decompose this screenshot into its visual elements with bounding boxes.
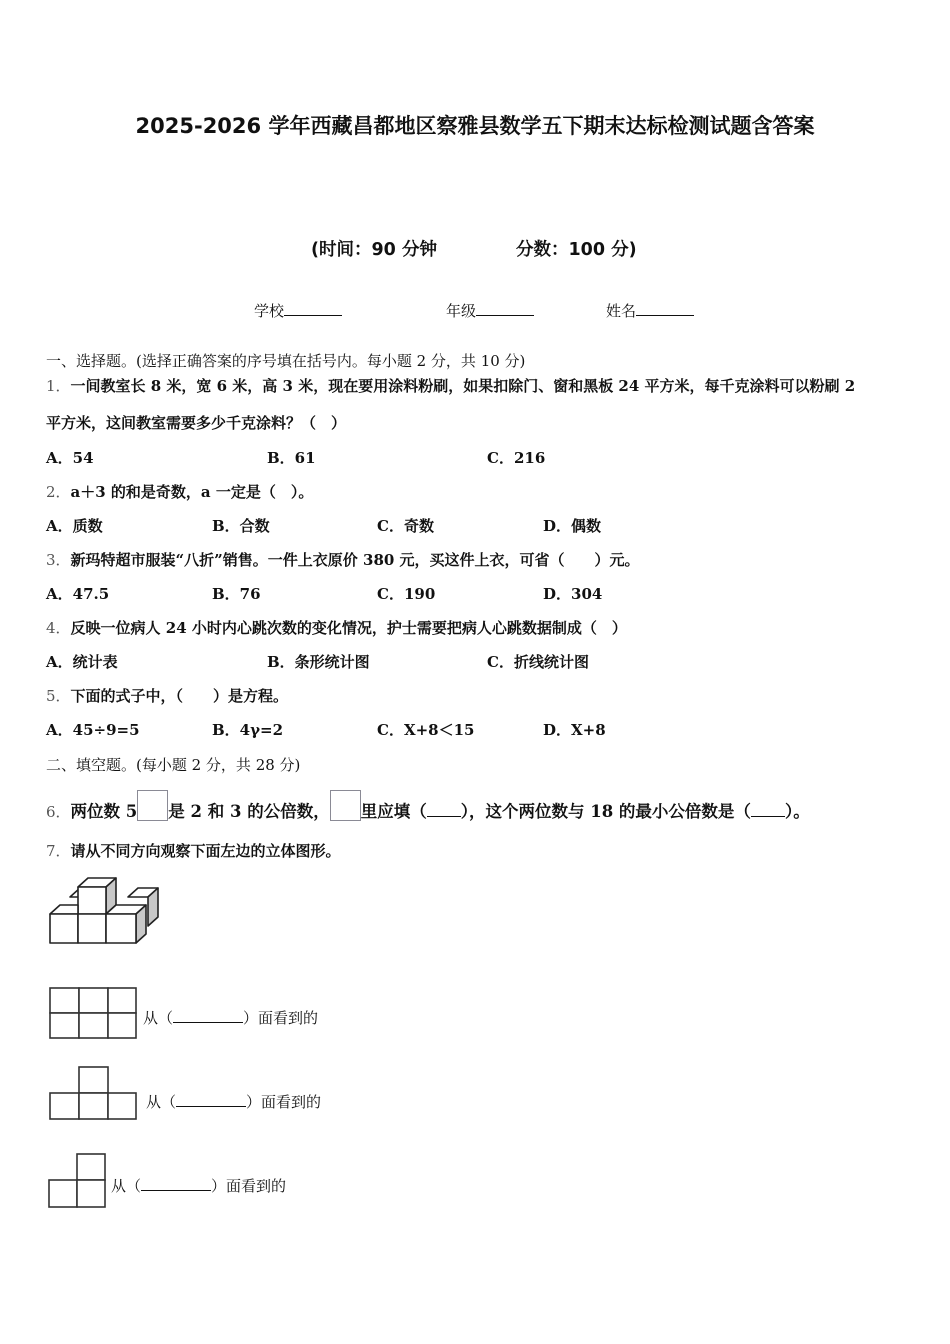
q6-answer-blank-2[interactable] — [751, 802, 785, 817]
q1-option-a[interactable]: A．54 — [46, 449, 94, 467]
question-1-line2: 平方米，这间教室需要多少千克涂料？（ ） — [46, 414, 347, 432]
q4-option-b[interactable]: B．条形统计图 — [267, 653, 370, 671]
section1-heading: 一、选择题。(选择正确答案的序号填在括号内。每小题 2 分，共 10 分) — [46, 352, 526, 370]
view-l-shape — [48, 1153, 108, 1209]
question-text: 反映一位病人 24 小时内心跳次数的变化情况，护士需要把病人心跳数据制成（ ） — [70, 619, 627, 637]
q5-option-c[interactable]: C．X+8＜15 — [377, 721, 475, 739]
time-limit: (时间：90 分钟 — [311, 240, 437, 260]
question-1 — [46, 376, 855, 396]
question-7 — [46, 841, 341, 861]
document-title: 2025-2026 学年西藏昌都地区察雅县数学五下期末达标检测试题含答案 — [135, 114, 815, 138]
question-5 — [46, 686, 288, 706]
view-1-prefix: 从（ — [143, 1009, 174, 1027]
view-1-suffix: ）面看到的 — [243, 1009, 319, 1027]
q3-option-c[interactable]: C．190 — [377, 585, 436, 603]
q5-option-a[interactable]: A．45÷9=5 — [46, 721, 140, 739]
q5-option-b[interactable]: B．4γ=2 — [212, 721, 284, 739]
view-grid-front-2x3 — [49, 987, 137, 1039]
view-2-suffix: ）面看到的 — [246, 1093, 322, 1111]
question-4 — [46, 618, 627, 638]
question-number: 6． — [46, 803, 71, 821]
question-3 — [46, 550, 640, 570]
q6-text-part5: ）。 — [784, 802, 810, 821]
question-text: a＋3 的和是奇数，a 一定是（ ）。 — [70, 483, 314, 501]
question-text: 新玛特超市服装“八折”销售。一件上衣原价 380 元，买这件上衣，可省（ ）元。 — [70, 551, 640, 569]
grade-blank[interactable] — [476, 301, 534, 316]
question-number: 5． — [46, 687, 71, 705]
question-number: 4． — [46, 619, 71, 637]
q1-option-b[interactable]: B．61 — [267, 449, 316, 467]
view-1-answer-blank[interactable] — [173, 1008, 243, 1023]
view-3-suffix: ）面看到的 — [211, 1177, 287, 1195]
grade-field[interactable] — [446, 300, 534, 321]
view-2-label — [146, 1091, 321, 1112]
question-text: 请从不同方向观察下面左边的立体图形。 — [70, 842, 341, 860]
q1-option-c[interactable]: C．216 — [487, 449, 546, 467]
q5-option-d[interactable]: D．X+8 — [543, 721, 606, 739]
name-field[interactable] — [606, 300, 694, 321]
question-2 — [46, 482, 313, 502]
name-blank[interactable] — [636, 301, 694, 316]
view-3-answer-blank[interactable] — [141, 1176, 211, 1191]
view-3-label — [111, 1175, 286, 1196]
school-field[interactable] — [254, 300, 342, 321]
q6-answer-blank-1[interactable] — [427, 802, 461, 817]
view-3-prefix: 从（ — [111, 1177, 142, 1195]
q2-option-d[interactable]: D．偶数 — [543, 517, 602, 535]
digit-box[interactable] — [137, 790, 168, 821]
view-1-label — [143, 1007, 318, 1028]
q6-text-part2: 是 2 和 3 的公倍数， — [168, 802, 330, 821]
view-2-prefix: 从（ — [146, 1093, 177, 1111]
question-text: 下面的式子中，（ ）是方程。 — [70, 687, 289, 705]
q6-text-part4: ），这个两位数与 18 的最小公倍数是（ — [460, 802, 751, 821]
question-number: 1． — [46, 377, 71, 395]
school-label: 学校 — [254, 302, 285, 320]
total-score: 分数：100 分) — [516, 240, 637, 260]
q4-option-c[interactable]: C．折线统计图 — [487, 653, 589, 671]
q2-option-c[interactable]: C．奇数 — [377, 517, 434, 535]
question-text: 一间教室长 8 米，宽 6 米，高 3 米，现在要用涂料粉刷，如果扣除门、窗和黑板 24 平方米，每千克涂料可以粉刷 2 — [70, 377, 856, 395]
grade-label: 年级 — [446, 302, 477, 320]
question-number: 3． — [46, 551, 71, 569]
school-blank[interactable] — [284, 301, 342, 316]
cube-figure-3d — [48, 877, 163, 947]
q3-option-d[interactable]: D．304 — [543, 585, 603, 603]
view-2-answer-blank[interactable] — [176, 1092, 246, 1107]
q3-option-b[interactable]: B．76 — [212, 585, 261, 603]
name-label: 姓名 — [606, 302, 637, 320]
q2-option-b[interactable]: B．合数 — [212, 517, 270, 535]
question-number: 7． — [46, 842, 71, 860]
digit-box-reference — [330, 790, 361, 821]
q2-option-a[interactable]: A．质数 — [46, 517, 103, 535]
question-6 — [46, 790, 810, 822]
q6-text-part1: 两位数 5 — [70, 802, 138, 821]
section2-heading: 二、填空题。(每小题 2 分，共 28 分) — [46, 756, 301, 774]
view-t-shape — [49, 1066, 137, 1120]
q3-option-a[interactable]: A．47.5 — [46, 585, 110, 603]
question-number: 2． — [46, 483, 71, 501]
q4-option-a[interactable]: A．统计表 — [46, 653, 118, 671]
q6-text-part3: 里应填（ — [360, 802, 427, 821]
